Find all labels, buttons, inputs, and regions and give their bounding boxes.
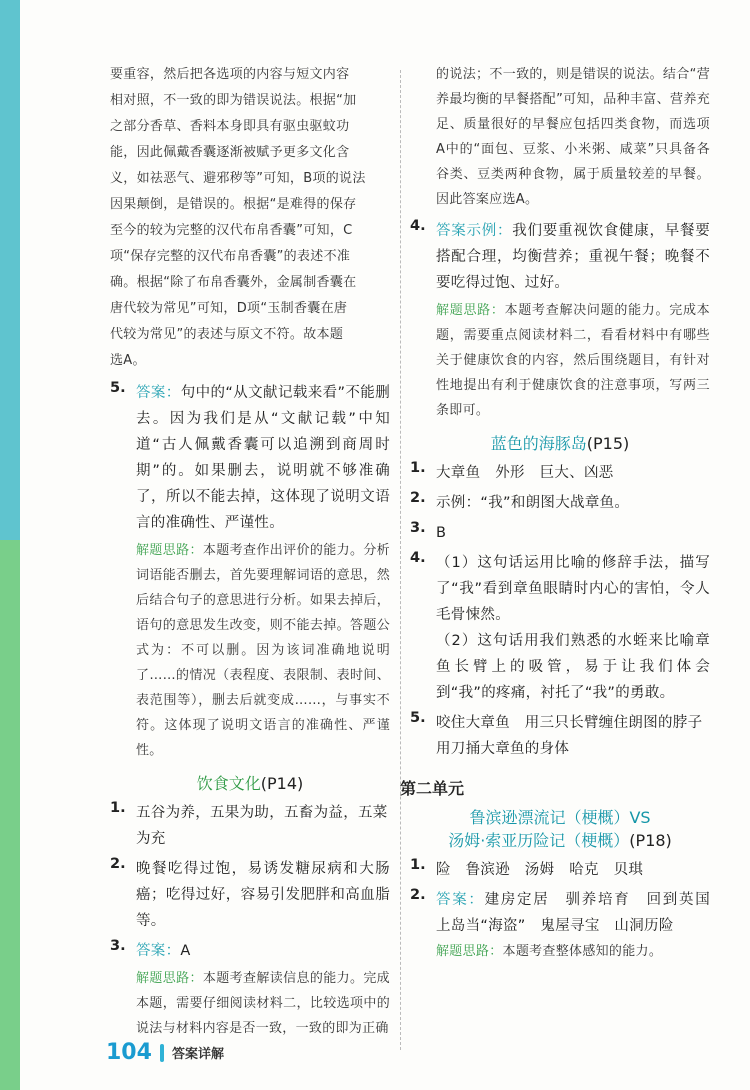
text-line: 之部分香草、香料本身即具有驱虫驱蚊功 xyxy=(110,119,350,134)
hint-text: 本题考查整体感知的能力。 xyxy=(502,944,663,959)
answer-item-2 xyxy=(410,887,725,964)
item-text: 晚餐吃得过饱，易诱发糖尿病和大肠癌；吃得过好，容易引发肥胖和高血脂等。 xyxy=(136,861,390,929)
item-text-part-2: （2）这句话用我们熟悉的水蛭来比喻章鱼长臂上的吸管，易于让我们体会到“我”的疼痛，衬托了“我”的勇敢。 xyxy=(436,633,710,701)
answer-item-1 xyxy=(110,800,390,852)
answer-item-2 xyxy=(410,490,710,516)
text-line: 义，如祛恶气、避邪秽等”可知，B项的说法 xyxy=(110,171,366,186)
item-number: 3. xyxy=(410,520,426,536)
text-line: 确。根据“除了布帛香囊外，金属制香囊在 xyxy=(110,275,357,290)
text-line: 要重容，然后把各选项的内容与短文内容 xyxy=(110,67,350,82)
item-number: 2. xyxy=(410,490,426,506)
answer-text: 建房定居 驯养培育 回到英国 上岛当“海盗” 鬼屋寻宝 山洞历险 xyxy=(436,892,725,934)
section-heading-dolphin-island xyxy=(410,431,710,454)
answer-item-3 xyxy=(410,520,710,546)
item-number: 4. xyxy=(410,218,426,234)
item-text: （1）这句话运用比喻的修辞手法，描写了“我”看到章鱼眼睛时内心的害怕，令人毛骨悚然。 xyxy=(436,555,710,623)
answer-item-4 xyxy=(410,550,710,706)
right-column xyxy=(400,62,725,964)
answer-text: A xyxy=(180,943,191,959)
answer-item-1 xyxy=(410,460,710,486)
page-footer xyxy=(106,1040,224,1065)
text-line: 相对照，不一致的即为错误说法。根据“加 xyxy=(110,93,357,108)
item-text: 示例：“我”和朗图大战章鱼。 xyxy=(436,495,630,511)
answer-label: 答案示例： xyxy=(436,223,513,239)
section-heading-robinson-tom xyxy=(410,805,710,851)
answer-text: 我们要重视饮食健康，早餐要搭配合理，均衡营养；重视午餐；晚餐不要吃得过饱、过好。 xyxy=(436,223,710,291)
continued-explanation: 的说法；不一致的，则是错误的说法。结合“营养最均衡的早餐搭配”可知，品种丰富、营养充足、质量很好的早餐应包括四类食物，而选项A中的“面包、豆浆、小米粥、咸菜”只具备各谷类、豆类两种食物，属于质量较差的早餐。因此答案应选A。 xyxy=(436,67,710,207)
section-page: (P18) xyxy=(629,831,672,850)
text-line: 至今的较为完整的汉代布帛香囊”可知，C xyxy=(110,223,353,238)
left-column xyxy=(110,62,390,1041)
answer-item-3 xyxy=(110,938,390,1041)
item-number: 2. xyxy=(410,887,426,903)
hint-text: 本题考查作出评价的能力。分析词语能否删去，首先要理解词语的意思，然后结合句子的意思进行分析。如果去掉后，语句的意思发生改变，则不能去掉。答题公式为：不可以删。因为该词准确地说明了……的情况（表程度、表限制、表时间、表范围等），删去后就变成……，与事实不符。这体现了说明文语言的准确性、严谨性。 xyxy=(136,543,390,758)
section-title-line-1: 鲁滨逊漂流记（梗概）VS xyxy=(469,808,651,827)
text-line: 能，因此佩戴香囊逐渐被赋予更多文化含 xyxy=(110,145,350,160)
item-number: 1. xyxy=(410,460,426,476)
answer-item-5 xyxy=(110,380,390,763)
answer-item-2 xyxy=(110,856,390,934)
hint-label: 解题思路： xyxy=(436,944,503,959)
continued-explanation xyxy=(110,62,390,374)
text-line: 代较为常见”的表述与原文不符。故本题 xyxy=(110,327,344,342)
footer-bar-icon xyxy=(160,1044,164,1062)
item-number: 5. xyxy=(410,710,426,726)
answer-label: 答案： xyxy=(136,943,181,959)
text-line: 因果颠倒，是错误的。根据“是难得的保存 xyxy=(110,197,357,212)
item-text: 大章鱼 外形 巨大、凶恶 xyxy=(436,465,614,481)
hint-text: 本题考查解决问题的能力。完成本题，需要重点阅读材料二，看看材料中有哪些关于健康饮食的内容，然后围绕题目，有针对性地提出有利于健康饮食的注意事项，写两三条即可。 xyxy=(436,303,710,418)
hint-text: 本题考查解读信息的能力。完成本题，需要仔细阅读材料二，比较选项中的说法与材料内容是否一致，一致的即为正确 xyxy=(136,971,390,1036)
hint-label: 解题思路： xyxy=(436,303,505,318)
item-text-line-2: 用刀捅大章鱼的身体 xyxy=(436,741,570,757)
item-text: 险 鲁滨逊 汤姆 哈克 贝琪 xyxy=(436,862,644,878)
page-edge-strip-bottom xyxy=(0,540,20,1090)
item-text: 咬住大章鱼 用三只长臂缠住朗图的脖子 xyxy=(436,715,703,731)
item-number: 3. xyxy=(110,938,126,954)
section-title: 蓝色的海豚岛 xyxy=(490,434,587,453)
answer-item-4 xyxy=(410,218,710,423)
section-page: (P15) xyxy=(586,434,630,453)
item-text: B xyxy=(436,525,447,541)
column-divider xyxy=(400,70,401,1050)
section-title-line-2: 汤姆·索亚历险记（梗概） xyxy=(448,831,630,850)
text-line: 唐代较为常见”可知，D项“玉制香囊在唐 xyxy=(110,301,348,316)
item-text: 五谷为养，五果为助，五畜为益，五菜为充 xyxy=(136,805,388,847)
page-number: 104 xyxy=(106,1040,152,1065)
unit-heading: 第二单元 xyxy=(400,779,465,798)
text-line: 选A。 xyxy=(110,353,146,368)
answer-label: 答案： xyxy=(136,385,181,401)
section-heading-diet-culture xyxy=(110,771,390,794)
hint-label: 解题思路： xyxy=(136,971,203,986)
section-page: (P14) xyxy=(260,774,304,793)
answer-item-5 xyxy=(410,710,710,762)
item-number: 1. xyxy=(110,800,126,816)
page-edge-strip-top xyxy=(0,0,20,540)
answer-item-1 xyxy=(410,857,710,883)
footer-label: 答案详解 xyxy=(171,1047,224,1062)
item-number: 2. xyxy=(110,856,126,872)
item-number: 1. xyxy=(410,857,426,873)
text-line: 项“保存完整的汉代布帛香囊”的表述不准 xyxy=(110,249,351,264)
answer-text: 句中的“从文献记载来看”不能删去。因为我们是从“文献记载”中知道“古人佩戴香囊可以追溯到商周时期”的。如果删去，说明就不够准确了，所以不能去掉，这体现了说明文语言的准确性、严谨性。 xyxy=(136,385,390,531)
section-title: 饮食文化 xyxy=(196,774,261,793)
item-number: 5. xyxy=(110,380,126,396)
item-number: 4. xyxy=(410,550,426,566)
hint-label: 解题思路： xyxy=(136,543,203,558)
answer-label: 答案： xyxy=(436,892,485,908)
